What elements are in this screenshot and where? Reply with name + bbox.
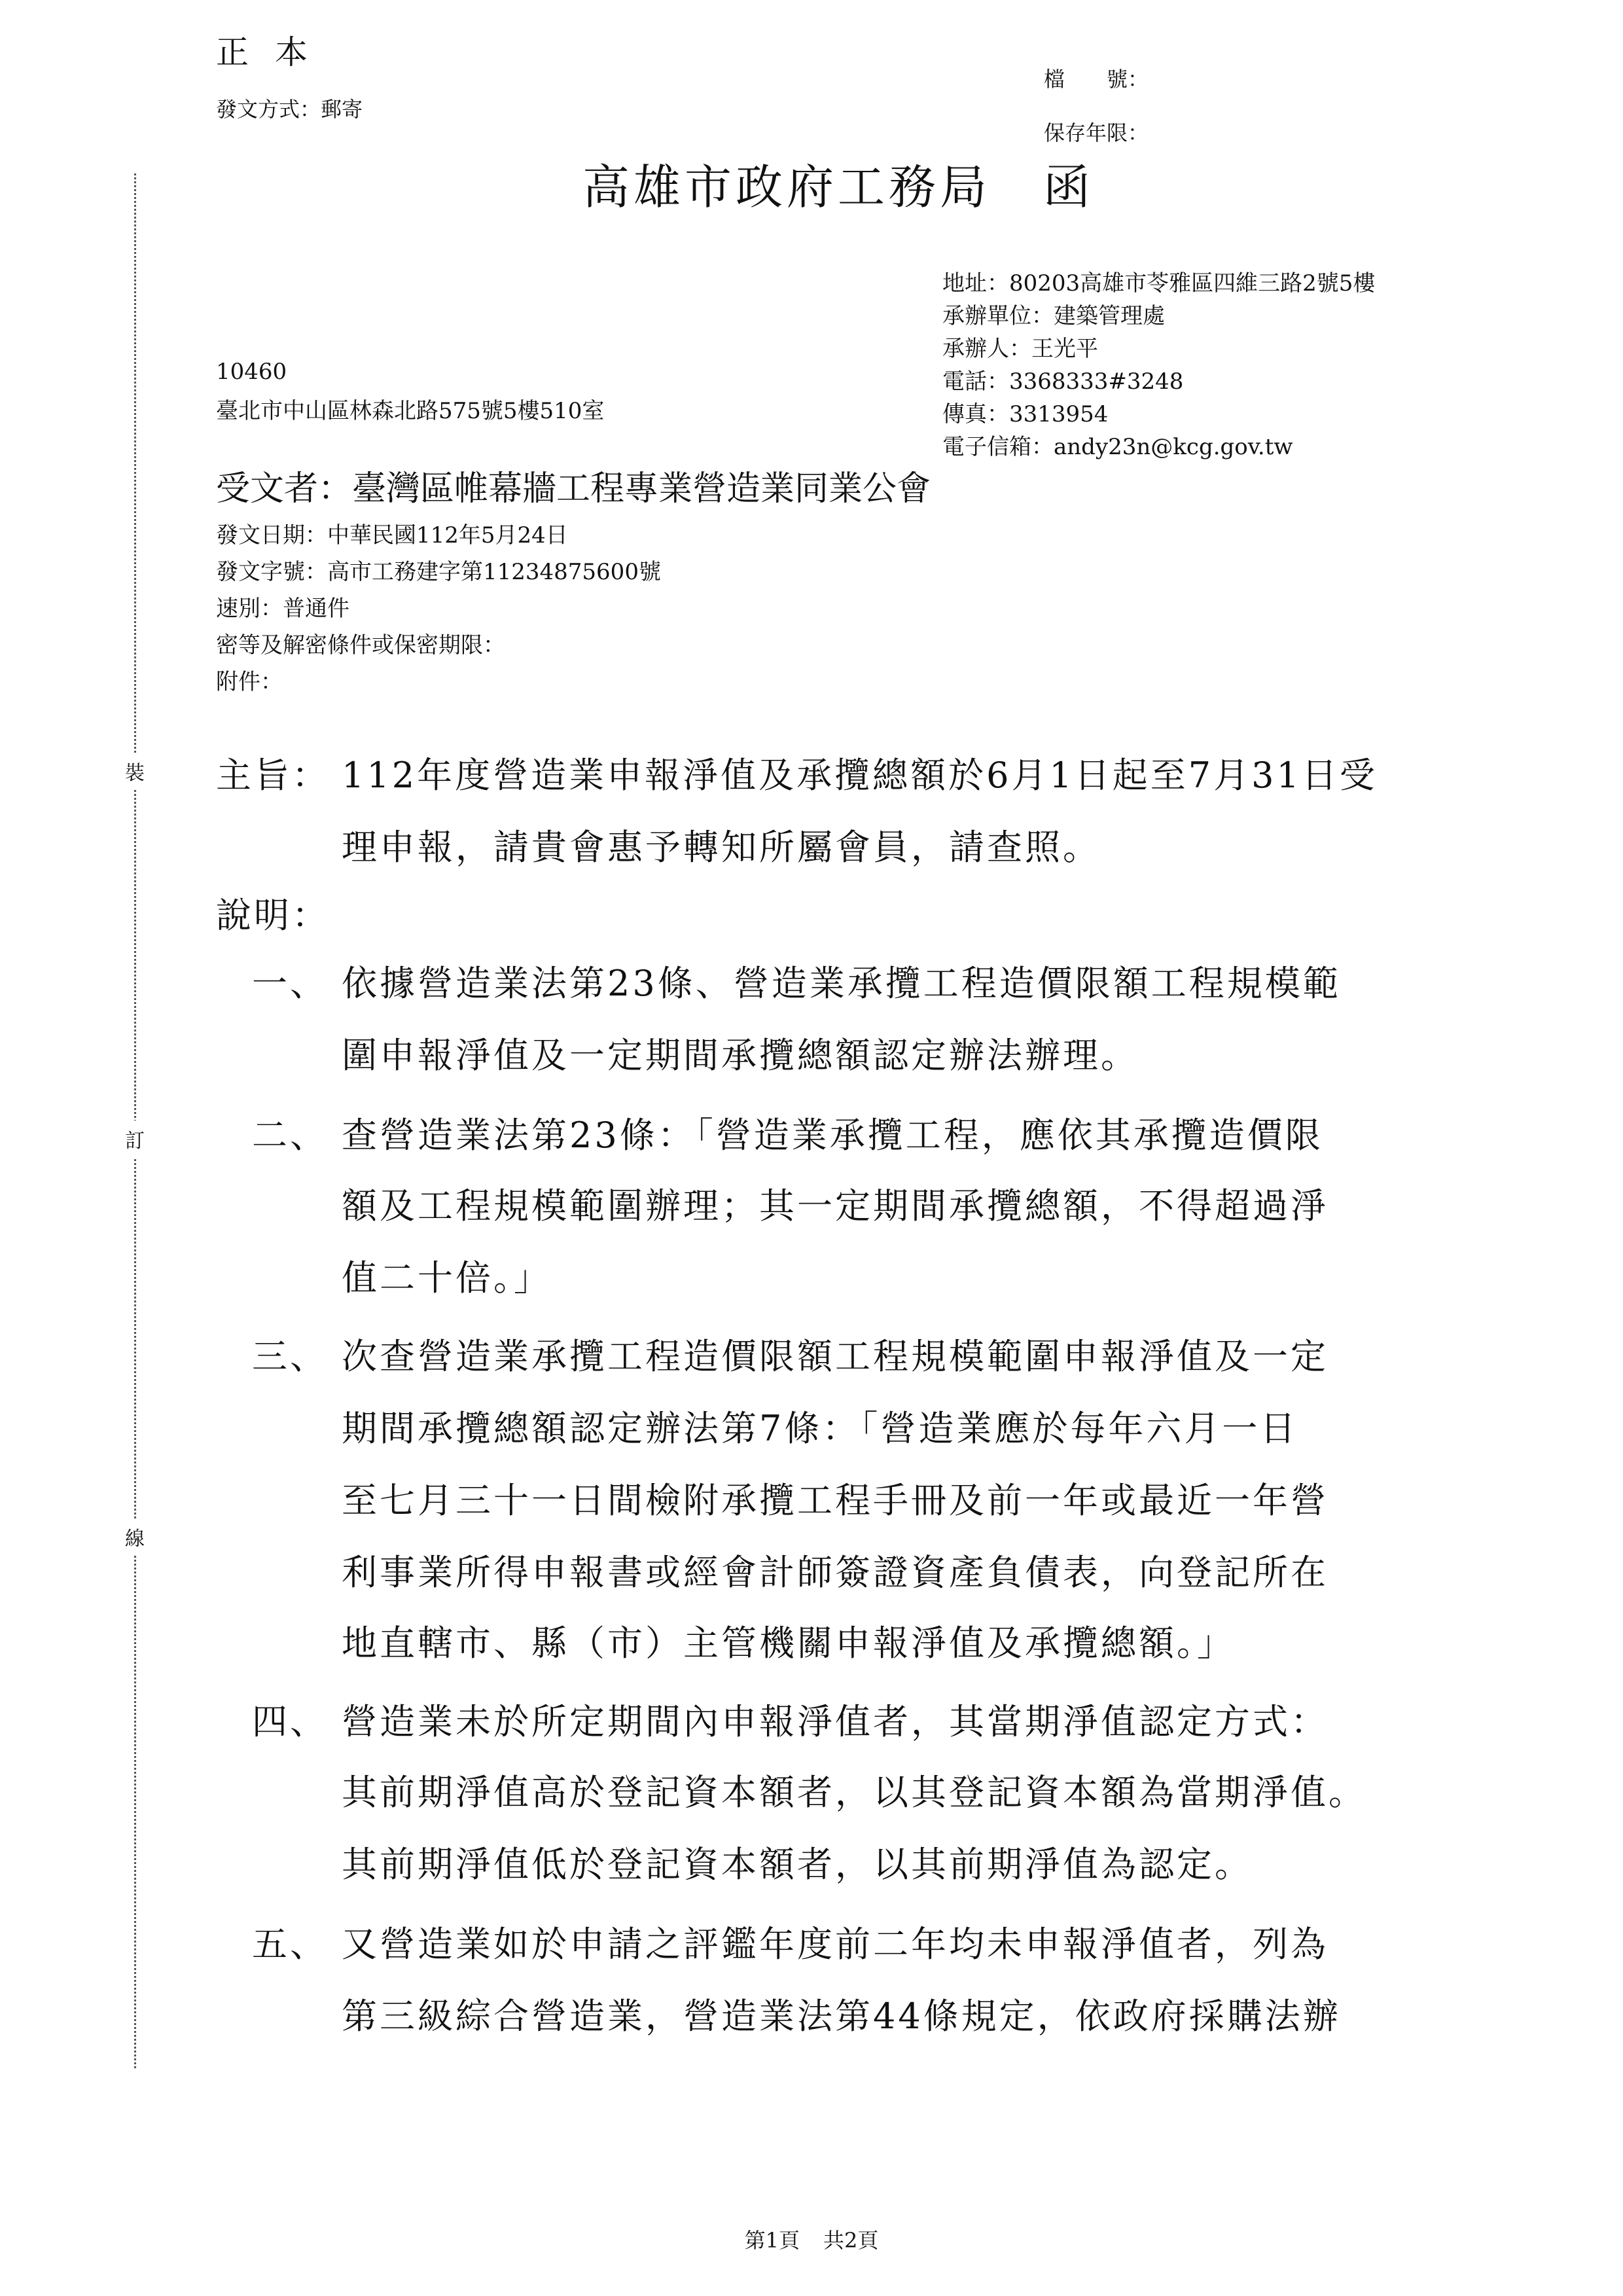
- subject-label: 主旨：: [216, 755, 330, 796]
- contact-fax: 傳真：3313954: [942, 401, 1109, 427]
- binding-mark-zhuang: 裝: [123, 753, 147, 789]
- item-number: 五、: [252, 1924, 328, 1965]
- document-kind: 函: [1043, 160, 1095, 215]
- item-number: 二、: [252, 1115, 328, 1156]
- delivery-speed: 速別：普通件: [216, 596, 349, 622]
- document-title: [582, 149, 1094, 217]
- file-number-label: 檔 號：: [1044, 67, 1149, 92]
- contact-email: 電子信箱：andy23n@kcg.gov.tw: [942, 434, 1293, 460]
- document-meta: [216, 517, 661, 700]
- agency-name: 高雄市政府工務局: [582, 160, 991, 215]
- item-line: 又營造業如於申請之評鑑年度前二年均未申報淨值者，列為: [342, 1924, 1329, 1965]
- secrecy-level: 密等及解密條件或保密期限：: [216, 632, 505, 658]
- subject-line: 理申報，請貴會惠予轉知所屬會員，請查照。: [342, 827, 1101, 868]
- contact-unit: 承辦單位：建築管理處: [942, 303, 1165, 329]
- copy-type: 正本: [216, 33, 334, 71]
- item-line: 至七月三十一日間檢附承攬工程手冊及前一年或最近一年營: [342, 1480, 1329, 1521]
- item-line: 第三級綜合營造業，營造業法第44條規定，依政府採購法辦: [342, 1996, 1341, 2037]
- recipient-address: 臺北市中山區林森北路575號5樓510室: [216, 398, 605, 424]
- contact-address: 地址：80203高雄市苓雅區四維三路2號5樓: [942, 270, 1376, 296]
- item-line: 圍申報淨值及一定期間承攬總額認定辦法辦理。: [342, 1035, 1139, 1076]
- item-line: 營造業未於所定期間內申報淨值者，其當期淨值認定方式：: [342, 1701, 1329, 1742]
- retention-period-label: 保存年限：: [1044, 120, 1149, 145]
- page-number: 第1頁: [744, 2228, 800, 2253]
- item-line: 其前期淨值高於登記資本額者，以其登記資本額為當期淨值。: [342, 1772, 1366, 1813]
- recipient: 受文者：臺灣區帷幕牆工程專業營造業同業公會: [216, 469, 931, 509]
- item-line: 查營造業法第23條：「營造業承攬工程，應依其承攬造價限: [342, 1115, 1323, 1156]
- item-line: 值二十倍。」: [342, 1257, 552, 1299]
- issue-date: 發文日期：中華民國112年5月24日: [216, 522, 568, 548]
- item-line: 期間承攬總額認定辦法第7條：「營造業應於每年六月一日: [342, 1408, 1298, 1449]
- attachments: 附件：: [216, 669, 283, 695]
- page-footer: [0, 2224, 1623, 2254]
- item-line: 其前期淨值低於登記資本額者，以其前期淨值為認定。: [342, 1844, 1253, 1885]
- item-line: 地直轄市、縣（市）主管機關申報淨值及承攬總額。」: [342, 1623, 1235, 1664]
- item-line: 依據營造業法第23條、營造業承攬工程造價限額工程規模範: [342, 963, 1341, 1004]
- item-number: 四、: [252, 1701, 328, 1742]
- page-total: 共2頁: [823, 2228, 879, 2253]
- binding-mark-xian: 線: [123, 1518, 147, 1555]
- contact-officer: 承辦人：王光平: [942, 336, 1098, 362]
- item-number: 一、: [252, 963, 328, 1004]
- document-number: 發文字號：高市工務建字第11234875600號: [216, 559, 661, 585]
- explanation-label: 說明：: [216, 895, 330, 936]
- item-line: 額及工程規模範圍辦理；其一定期間承攬總額，不得超過淨: [342, 1185, 1329, 1227]
- recipient-zip: 10460: [216, 359, 287, 385]
- binding-mark-ding: 訂: [123, 1121, 147, 1157]
- contact-block: [942, 267, 1375, 463]
- item-line: 利事業所得申報書或經會計師簽證資產負債表，向登記所在: [342, 1552, 1329, 1593]
- send-method: 發文方式：郵寄: [216, 97, 363, 122]
- item-number: 三、: [252, 1336, 328, 1377]
- contact-phone: 電話：3368333#3248: [942, 368, 1184, 395]
- subject-line: 112年度營造業申報淨值及承攬總額於6月1日起至7月31日受: [342, 755, 1378, 796]
- item-line: 次查營造業承攬工程造價限額工程規模範圍申報淨值及一定: [342, 1336, 1329, 1377]
